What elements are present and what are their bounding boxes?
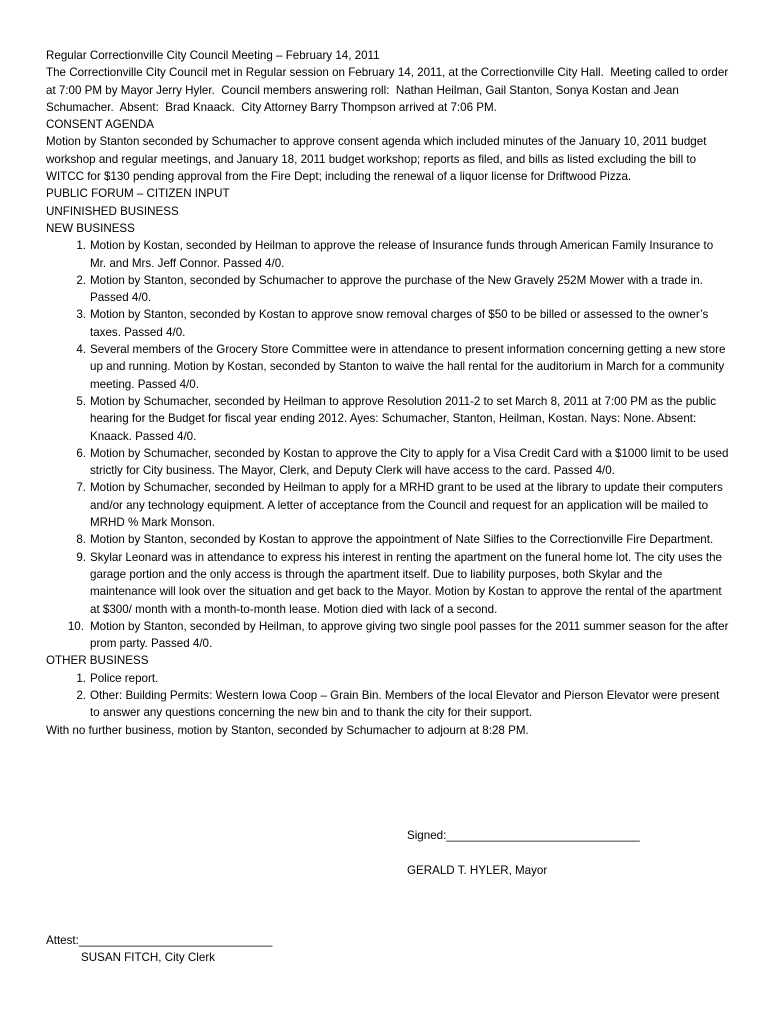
item-text: Motion by Schumacher, seconded by Heilman to approve Resolution 2011-2 to set March 8, 2011 at 7:00 PM as the public hearing for the Budget for fiscal year ending 2012. Ayes: Schumacher, Stanton, Heilman, Kostan. Nays: None. Absent: Knaack. Passed 4/0. xyxy=(90,394,716,443)
item-number: 8 . xyxy=(66,531,86,548)
mayor-name: GERALD T. HYLER, Mayor xyxy=(407,864,548,877)
item-text: Several members of the Grocery Store Committee were in attendance to present information concerning getting a new store up and running. Motion by Kostan, seconded by Stanton to waive the hall rental for the auditorium in March for a community meeting. Passed 4/0. xyxy=(90,343,726,391)
item-text: Motion by Stanton, seconded by Kostan to approve snow removal charges of $50 to be billed or assessed to the owner’s taxes. Passed 4/0. xyxy=(90,308,709,339)
signed-line: Signed:______________________________ xyxy=(407,829,640,842)
consent-agenda-heading: CONSENT AGENDA xyxy=(46,118,155,132)
consent-agenda-text: Motion by Stanton seconded by Schumacher to approve consent agenda which included minutes of the January 10, 2011 budget workshop and regular meetings, and January 18, 2011 budget workshop; reports as filed, and bills as listed excluding the bill to WITCC for $130 pending approval from the Fire Dept; including the renewal of a liquor license for Driftwood Pizza. xyxy=(46,135,710,184)
item-number: 1 . xyxy=(66,237,86,254)
item-number: 3 . xyxy=(66,306,86,323)
item-text: Skylar Leonard was in attendance to express his interest in renting the apartment on the funeral home lot. The city uses the garage portion and the only access is through the apartment itself. Due to liability purposes, both Skylar and the maintenance will look over the situation and get back to the Mayor. Motion by Kostan to approve the rental of the apartment at $300/ month with a month-to-month lease. Motion died with lack of a second. xyxy=(90,550,723,616)
item-text: Other: Building Permits: Western Iowa Coop – Grain Bin. Members of the local Elevator and Pierson Elevator were present to answer any questions concerning the new bin and to thank the city for their support. xyxy=(90,688,720,720)
other-business-list xyxy=(46,670,730,722)
list-item xyxy=(76,670,730,687)
list-item xyxy=(76,687,730,722)
item-number: 10 . xyxy=(64,618,84,635)
list-item xyxy=(76,531,730,548)
intro-paragraph: The Correctionville City Council met in Regular session on February 14, 2011, at the Correctionville City Hall. Meeting called to order at 7:00 PM by Mayor Jerry Hyler. Council members answering roll: Nathan Heilman, Gail Stanton, Sonya Kostan and Jean Schumacher. Absent: Brad Knaack. City Attorney Barry Thompson arrived at 7:06 PM. xyxy=(46,66,732,114)
list-item xyxy=(76,393,730,445)
item-number: 4 . xyxy=(66,341,86,358)
other-business-heading: OTHER BUSINESS xyxy=(46,654,149,668)
list-item xyxy=(76,445,730,480)
item-text: Motion by Kostan, seconded by Heilman to approve the release of Insurance funds through American Family Insurance to Mr. and Mrs. Jeff Connor. Passed 4/0. xyxy=(90,239,714,270)
item-number: 9 . xyxy=(66,549,86,566)
minutes-body xyxy=(46,47,730,739)
item-text: Motion by Stanton, seconded by Kostan to approve the appointment of Nate Silfies to the Correctionville Fire Department. xyxy=(90,533,714,547)
adjournment-text: With no further business, motion by Stanton, seconded by Schumacher to adjourn at 8:28 PM. xyxy=(46,723,529,737)
item-number: 1 . xyxy=(66,670,86,687)
list-item xyxy=(76,272,730,307)
document-title: Regular Correctionville City Council Meeting – February 14, 2011 xyxy=(46,49,380,62)
list-item xyxy=(76,237,730,272)
item-text: Police report. xyxy=(90,671,159,685)
public-forum-heading: PUBLIC FORUM – CITIZEN INPUT xyxy=(46,187,230,201)
item-number: 6 . xyxy=(66,445,86,462)
clerk-name: SUSAN FITCH, City Clerk xyxy=(81,951,215,964)
list-item xyxy=(76,341,730,393)
new-business-heading: NEW BUSINESS xyxy=(46,221,135,235)
list-item xyxy=(76,306,730,341)
list-item xyxy=(76,549,730,618)
item-number: 2 . xyxy=(66,272,86,289)
item-text: Motion by Schumacher, seconded by Heilman to apply for a MRHD grant to be used at the library to update their computers and/or any technology equipment. A letter of acceptance from the Council and request for an application will be mailed to MRHD % Mark Monson. xyxy=(90,481,723,530)
list-item xyxy=(67,618,730,653)
item-number: 2 . xyxy=(66,687,86,704)
attest-line: Attest:______________________________ xyxy=(46,934,273,947)
list-item xyxy=(76,479,730,531)
item-text: Motion by Stanton, seconded by Heilman, to approve giving two single pool passes for the 2011 summer season for the after prom party. Passed 4/0. xyxy=(90,619,729,651)
item-text: Motion by Stanton, seconded by Schumacher to approve the purchase of the New Gravely 252M Mower with a trade in. Passed 4/0. xyxy=(90,273,703,305)
item-text: Motion by Schumacher, seconded by Kostan to approve the City to apply for a Visa Credit Card with a $1000 limit to be used strictly for City business. The Mayor, Clerk, and Deputy Clerk will have access to the card. Passed 4/0. xyxy=(90,446,729,478)
item-number: 7 . xyxy=(66,479,86,496)
new-business-list xyxy=(46,237,730,652)
item-number: 5 . xyxy=(66,393,86,410)
unfinished-business-heading: UNFINISHED BUSINESS xyxy=(46,204,179,218)
